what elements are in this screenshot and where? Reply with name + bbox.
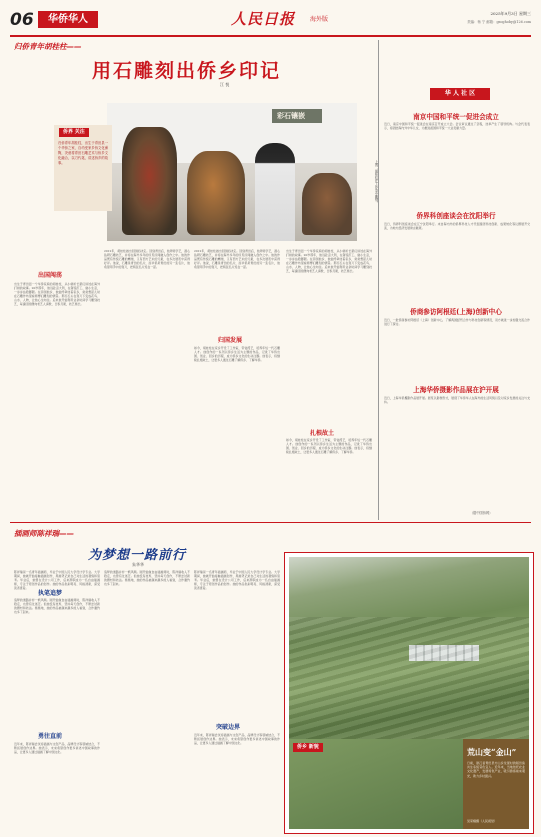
article-body-a-cont: 2012年，胡桂柱做出回国的决定。回到青田后，他拜师学艺，潜心钻研石雕技艺，并将在海外多年的所见所闻融入创作之中。他的作品既有传统石雕的精细，又有西方艺术的元素，在多次展览中获得好评。他说，石雕是青田的名片，而华侨是青田的另一张名片，他希望用手中的刻刀，把两张名片连在一起。 (104, 249, 190, 270)
subhead-a: 出国闯荡 (38, 272, 63, 279)
feature-tag: 侨乡 新貌 (293, 743, 323, 752)
stone-carving-2 (187, 151, 245, 235)
subhead-c: 扎根故土 (310, 430, 335, 437)
article-photo (107, 103, 357, 241)
sidebar-body-3: 近日，一批侨商参访阿根廷（上海）创新中心，了解两国经贸合作与科技创新等情况，双方就进一步加强交流合作进行了探讨。 (384, 318, 530, 327)
feature-title: 荒山变“金山” (467, 747, 517, 757)
article2-body-b: 近年来，陈祥瑞尝试将插画与文创产品、品牌设计等领域结合，不断拓展创作边界。她表示，未来希望创作更多讲述中国故事的作品，让更多人通过插画了解中国文化。 (14, 742, 100, 755)
subhead2-c: 突破边界 (216, 724, 241, 731)
date-line: 2025年9月3日 星期三 (490, 11, 531, 16)
article-body-b-cont: 如今，胡桂柱在家乡开设了工作室，带徒授艺，培养年轻一代石雕人才。他创作的一系列以侨乡生活为主题的作品，记录了华侨出国、创业、回乡的历程，成为侨乡文化的生动注脚。他表示，将继续扎根故土，让更多人通过石雕了解侨乡、了解华侨。 (194, 346, 280, 363)
stone-carving-3 (302, 173, 352, 235)
column-tag: 侨界 关注 (59, 128, 89, 137)
section-name: 华侨华人 (38, 11, 98, 28)
article-body-a: 出生于青田县一个华侨家庭的胡桂柱，从小就听长辈们讲述在海外打拼的故事。20岁那年，他远赴意大利，在餐馆打工、做小生意，一步步站稳脚跟。在异国他乡，他始终牵挂着家乡，常常想起儿时在石雕作坊里看师傅们雕刻的情景。那些石头在刻刀下变成花鸟、山水、人物，让他心生向往。后来他开始利用业余时间学习雕刻技艺，每逢回国便向老艺人请教，日积月累，技艺渐长。 (14, 282, 100, 307)
stone-carving-1 (122, 127, 177, 235)
article2-body-a-cont: 追梦的道路并非一帆风顺。刚开始做自由插画师时，陈祥瑞收入不稳定，也曾有过迷茫。但她没有放弃，坚持每天创作，不断尝试新的题材和技法。渐渐地，她的作品被越来越多的人看到，合作邀约也多了起来。 (14, 598, 100, 615)
sidebar-title-3: 侨商参访阿根廷(上海)创新中心 (410, 308, 502, 316)
article-byline: 江 悦 (220, 82, 230, 87)
photo-sign: 彩石镶嵌 (277, 111, 305, 120)
subhead-b: 归国发展 (218, 337, 243, 344)
article2-col2: 追梦的道路并非一帆风顺。刚开始做自由插画师时，陈祥瑞收入不稳定，也曾有过迷茫。但她没有放弃，坚持每天创作，不断尝试新的题材和技法。渐渐地，她的作品被越来越多的人看到，合作邀约也多了起来。 (104, 570, 190, 587)
article-kicker: 归侨青年胡桂柱—— (14, 42, 82, 51)
page-header (10, 8, 531, 36)
photo-caption: 上图：胡桂柱在工作室中雕刻。 (374, 160, 378, 205)
sidebar-header: 华 人 社 区 (430, 88, 490, 100)
sidebar-title-4: 上海华侨摄影作品展在沪开展 (413, 386, 499, 394)
sidebar-body-2: 近日，侨界科创座谈会在辽宁沈阳举行。来自海内外的侨界科技人才代表围绕科技创新、成果转化等议题展开交流，为地方经济发展建言献策。 (384, 222, 530, 231)
subhead2-b: 勇往直前 (38, 733, 63, 740)
article2-byline: 朱华华 (132, 562, 144, 567)
pull-quote: 归侨青年胡桂柱，出生于青田县一个华侨之家，自幼受家乡侨文化熏陶，决意将青田石雕艺术与侨乡文化融合，以刀代笔，讲述侨乡的故事。 (58, 141, 108, 165)
sidebar-source: （据中国侨网） (470, 511, 493, 515)
sidebar-body-1: 近日，南京中国和平统一促进会在南京召开成立大会。会议审议通过了章程，选举产生了领导机构。与会代表表示，将团结海内外中华儿女，为推进祖国和平统一大业贡献力量。 (384, 122, 530, 131)
editor-line: 责编：杨 宁 邮箱：gsoghoby@126.com (467, 20, 531, 24)
article-body-b: 2012年，胡桂柱做出回国的决定。回到青田后，他拜师学艺，潜心钻研石雕技艺，并将在海外多年的所见所闻融入创作之中。他的作品既有传统石雕的精细，又有西方艺术的元素，在多次展览中获得好评。他说，石雕是青田的名片，而华侨是青田的另一张名片，他希望用手中的刻刀，把两张名片连在一起。 (194, 249, 280, 270)
terrace-photo (289, 557, 529, 739)
article2-col3-top: 陈祥瑞是一名青年插画师，毕业于中国人民大学设计学专业。大学期间，她就开始接触插画创作，用画笔记录自己对生活的观察和思考。毕业后，她曾在设计公司工作，后来辞职成为一名自由插画师，专注于原创作品的创作。她的作品色彩明亮、风格清新，深受读者喜爱。 (194, 570, 280, 591)
sidebar-body-4: 近日，上海华侨摄影作品展开展。展览以影像形式，展现了华侨华人在海外的生活风貌以及对家乡发展的关注与支持。 (384, 396, 530, 405)
photo-person (255, 143, 295, 241)
sidebar-title-2: 侨界科创座谈会在沈阳举行 (416, 212, 496, 220)
article-body-c: 出生于青田县一个华侨家庭的胡桂柱，从小就听长辈们讲述在海外打拼的故事。20岁那年，他远赴意大利，在餐馆打工、做小生意，一步步站稳脚跟。在异国他乡，他始终牵挂着家乡，常常想起儿时在石雕作坊里看师傅们雕刻的情景。那些石头在刻刀下变成花鸟、山水、人物，让他心生向往。后来他开始利用业余时间学习雕刻技艺，每逢回国便向老艺人请教，日积月累，技艺渐长。 (286, 249, 372, 274)
feature-caption: 日前，浙江省青田县方山乡龙现村的稻田鱼共生系统景色宜人。近年来，当地依托农业文化遗产，发展特色产业，吸引游客前来观光，助力乡村振兴。 (467, 761, 525, 778)
page-number: 06 (10, 10, 34, 30)
feature-credit: 吴荣耀摄（人民视觉） (467, 819, 498, 823)
article2-kicker: 插画师陈祥瑞—— (14, 529, 74, 538)
article-body-c-cont: 如今，胡桂柱在家乡开设了工作室，带徒授艺，培养年轻一代石雕人才。他创作的一系列以侨乡生活为主题的作品，记录了华侨出国、创业、回乡的历程，成为侨乡文化的生动注脚。他表示，将继续扎根故土，让更多人通过石雕了解侨乡、了解华侨。 (286, 438, 372, 455)
article2-body-a: 陈祥瑞是一名青年插画师，毕业于中国人民大学设计学专业。大学期间，她就开始接触插画创作，用画笔记录自己对生活的观察和思考。毕业后，她曾在设计公司工作，后来辞职成为一名自由插画师，专注于原创作品的创作。她的作品色彩明亮、风格清新，深受读者喜爱。 (14, 570, 100, 591)
article2-headline: 为梦想一路前行 (88, 548, 187, 563)
paper-logo-sub: 海外版 (310, 16, 329, 23)
sidebar-title-1: 南京中国和平统一促进会成立 (413, 113, 499, 121)
paper-logo: 人民日报 (231, 10, 296, 28)
column-divider (378, 40, 379, 520)
header-rule (10, 35, 531, 37)
section-rule (10, 522, 531, 523)
article2-col3-bottom: 近年来，陈祥瑞尝试将插画与文创产品、品牌设计等领域结合，不断拓展创作边界。她表示，未来希望创作更多讲述中国故事的作品，让更多人通过插画了解中国文化。 (194, 733, 280, 746)
feature-photo-frame (284, 552, 534, 834)
article-headline: 用石雕刻出侨乡印记 (92, 60, 282, 82)
subhead2-a: 执笔追梦 (38, 590, 63, 597)
terrace-lines (289, 617, 529, 739)
feature-label-box (289, 739, 463, 829)
